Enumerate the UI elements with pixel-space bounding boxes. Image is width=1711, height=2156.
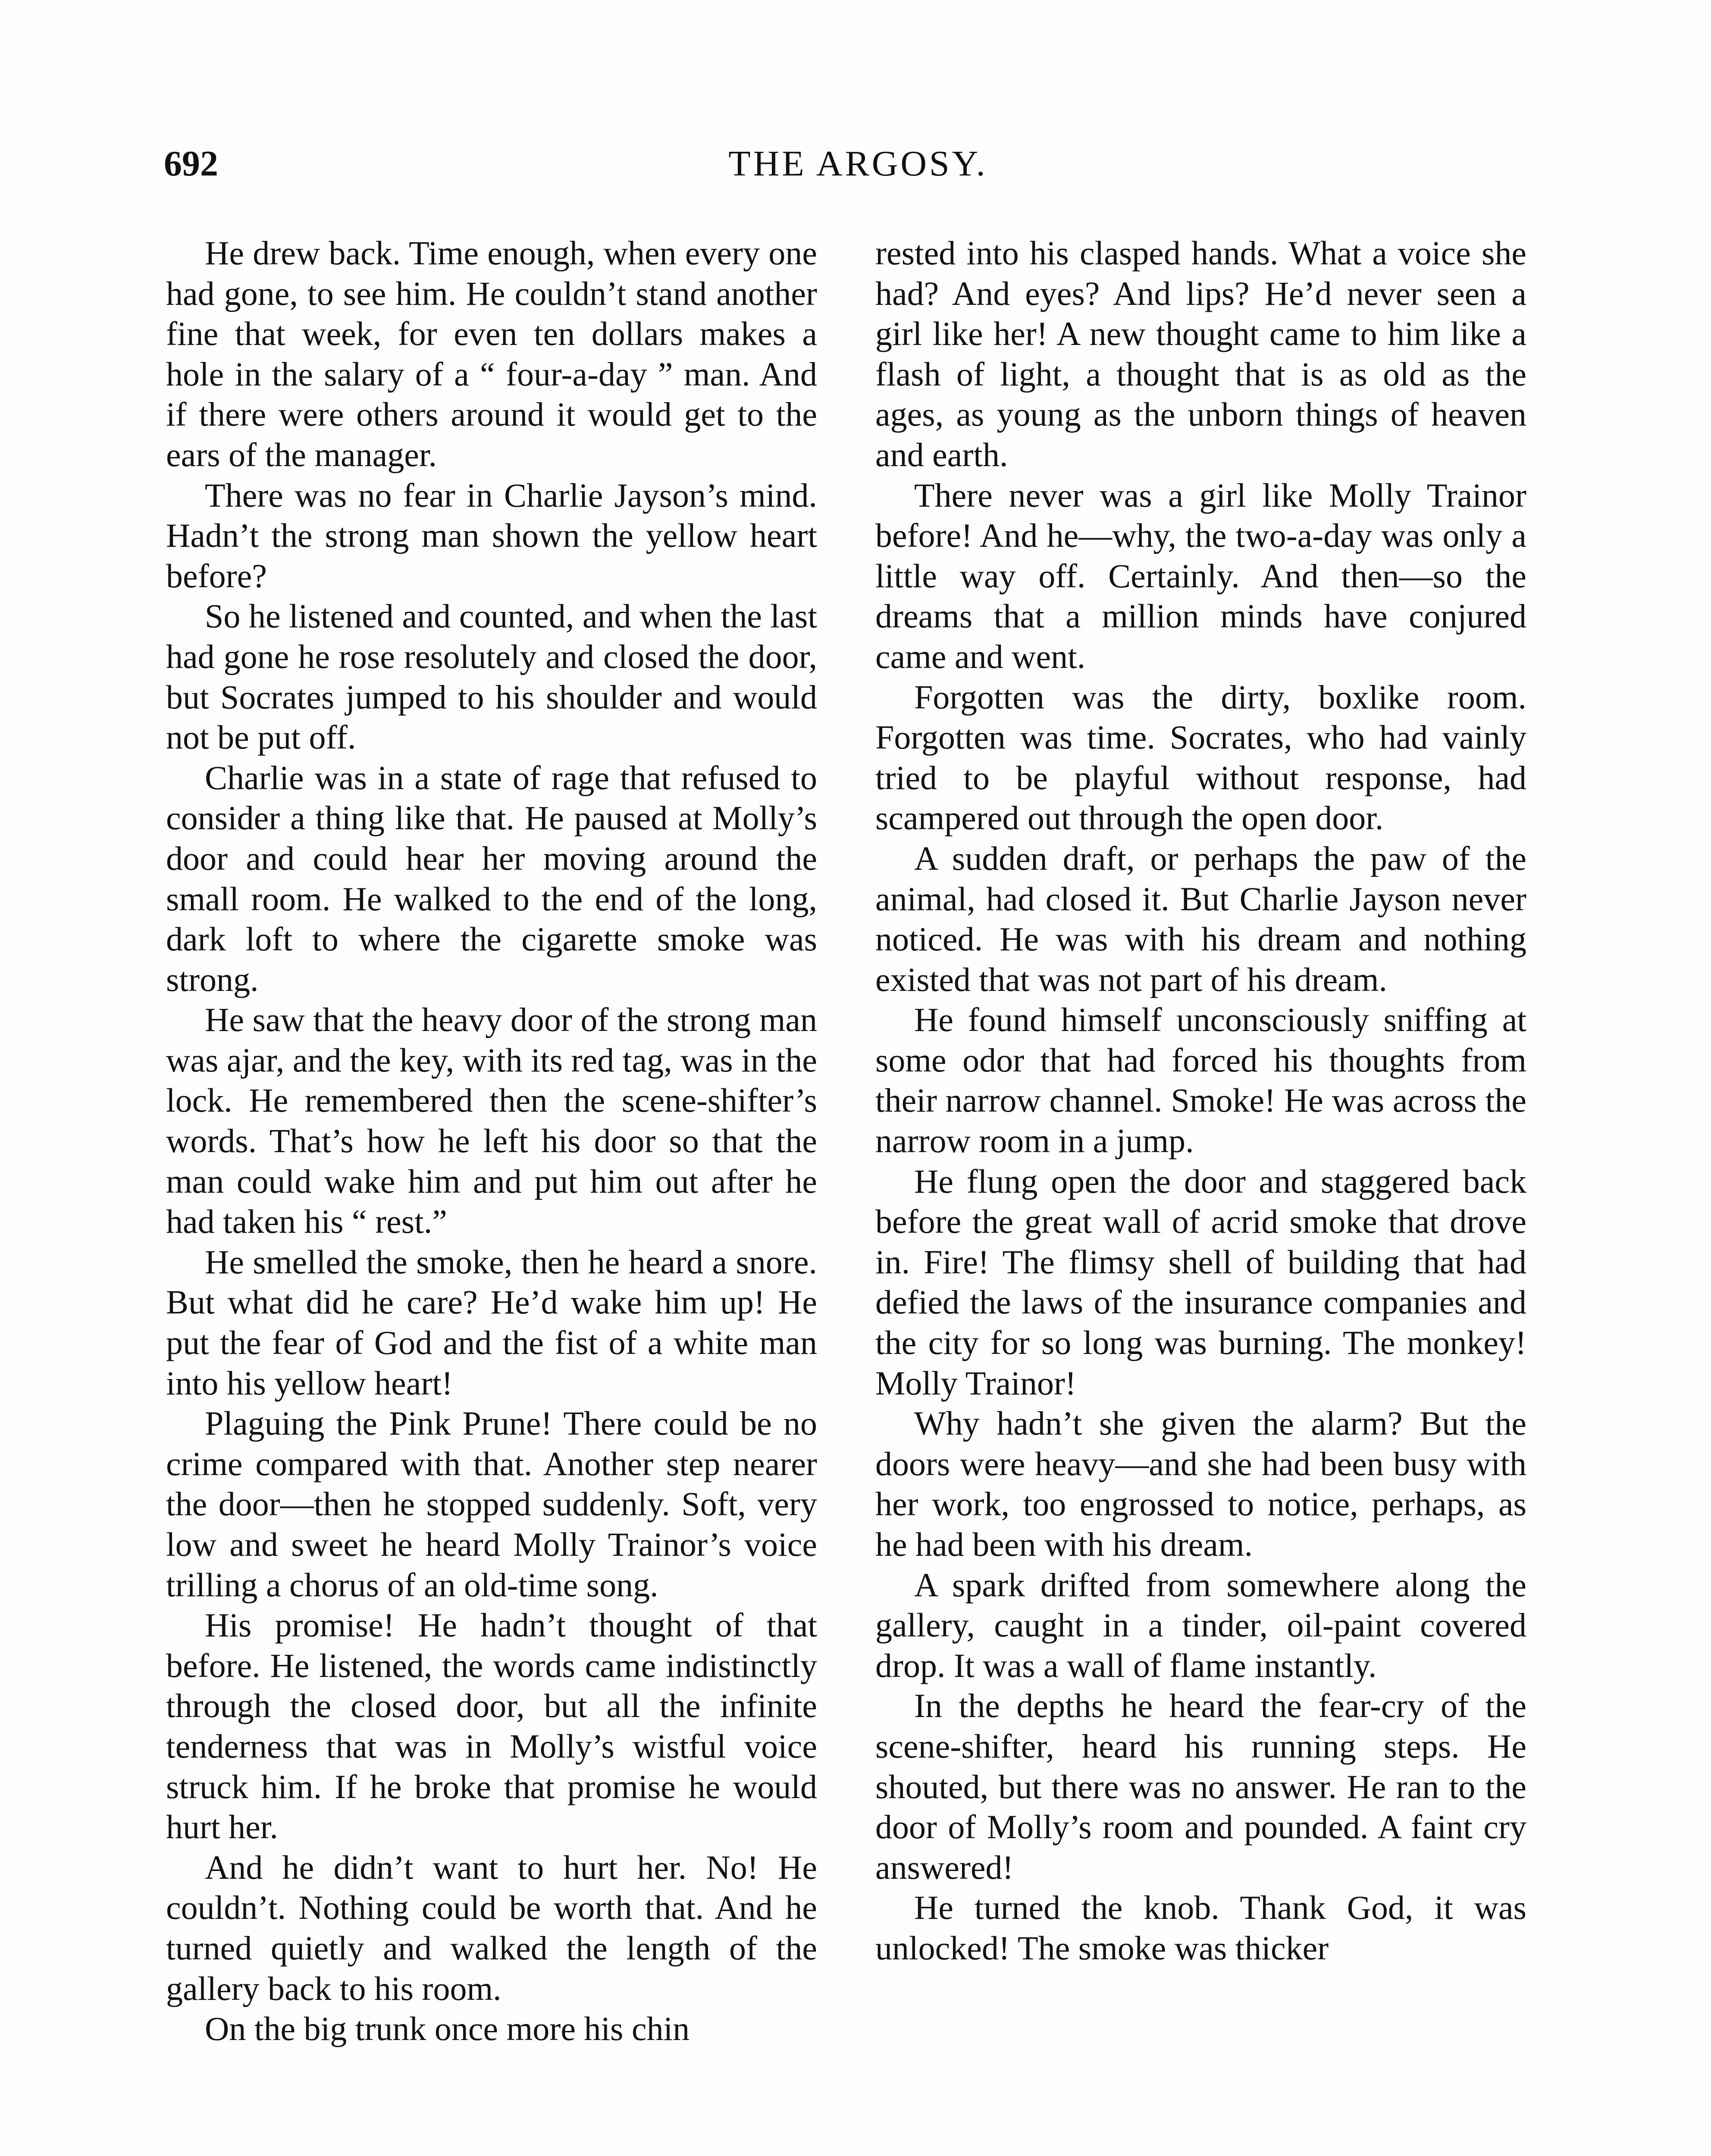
paragraph: There never was a girl like Molly Trainor before! And he—why, the two-a-day was only a little way off. Certainly. And then—so the dreams that a million minds have conjured came and went.	[875, 476, 1526, 675]
paragraph: Why hadn’t she given the alarm? But the doors were heavy—and she had been busy with her work, too engrossed to notice, perhaps, as he had been with his dream.	[875, 1404, 1526, 1563]
paragraph: He flung open the door and staggered back before the great wall of acrid smoke that drove in. Fire! The flimsy shell of building that had defied the laws of the insurance companies and the city for so long was burning. The monkey! Molly Trainor!	[875, 1162, 1526, 1402]
running-title: THE ARGOSY.	[728, 144, 988, 184]
paragraph: A sudden draft, or perhaps the paw of the animal, had closed it. But Charlie Jayson never noticed. He was with his dream and nothing existed that was not part of his dream.	[875, 839, 1526, 998]
paragraph: Charlie was in a state of rage that refused to consider a thing like that. He paused at Molly’s door and could hear her moving around the small room. He walked to the end of the long, dark loft to where the cigarette smoke was strong.	[166, 758, 817, 998]
paragraph: On the big trunk once more his chin	[205, 2010, 690, 2048]
page-number: 692	[164, 144, 218, 184]
page-header	[164, 142, 1552, 203]
right-column	[875, 233, 1526, 1968]
paragraph: In the depths he heard the fear-cry of the scene-shifter, heard his running steps. He shouted, but there was no answer. He ran to the door of Molly’s room and pounded. A faint cry answered!	[875, 1687, 1526, 1886]
paragraph: He smelled the smoke, then he heard a snore. But what did he care? He’d wake him up! He put the fear of God and the fist of a white man into his yellow heart!	[166, 1243, 817, 1402]
paragraph: Plaguing the Pink Prune! There could be no crime compared with that. Another step nearer the door—then he stopped suddenly. Soft, very low and sweet he heard Molly Trainor’s voice trilling a chorus of an old-time song.	[166, 1404, 817, 1604]
paragraph: So he listened and counted, and when the last had gone he rose resolutely and closed the door, but Socrates jumped to his shoulder and would not be put off.	[166, 597, 817, 756]
paragraph: He found himself unconsciously sniffing at some odor that had forced his thoughts from their narrow channel. Smoke! He was across the narrow room in a jump.	[875, 1001, 1526, 1160]
continued-paragraph: rested into his clasped hands. What a voice she had? And eyes? And lips? He’d never seen a girl like her! A new thought came to him like a flash of light, a thought that is as old as the ages, as young as the unborn things of heaven and earth.	[875, 234, 1526, 473]
paragraph: His promise! He hadn’t thought of that before. He listened, the words came indistinctly through the closed door, but all the infinite tenderness that was in Molly’s wistful voice struck him. If he broke that promise he would hurt her.	[166, 1606, 817, 1846]
paragraph: There was no fear in Charlie Jayson’s mind. Hadn’t the strong man shown the yellow heart before?	[166, 476, 817, 595]
paragraph: He saw that the heavy door of the strong man was ajar, and the key, with its red tag, was in the lock. He remembered then the scene-shifter’s words. That’s how he left his door so that the man could wake him and put him out after he had taken his “ rest.”	[166, 1001, 817, 1241]
paragraph: And he didn’t want to hurt her. No! He couldn’t. Nothing could be worth that. And he turned quietly and walked the length of the gallery back to his room.	[166, 1848, 817, 2007]
paragraph: He drew back. Time enough, when every one had gone, to see him. He couldn’t stand another fine that week, for even ten dollars makes a hole in the salary of a “ four-a-day ” man. And if there were others around it would get to the ears of the manager.	[166, 234, 817, 473]
paragraph: Forgotten was the dirty, boxlike room. Forgotten was time. Socrates, who had vainly tried to be playful without response, had scampered out through the open door.	[875, 678, 1526, 837]
left-column	[166, 233, 817, 2049]
paragraph: He turned the knob. Thank God, it was unlocked! The smoke was thicker	[875, 1889, 1526, 1967]
paragraph: A spark drifted from somewhere along the gallery, caught in a tinder, oil-paint covered drop. It was a wall of flame instantly.	[875, 1566, 1526, 1684]
